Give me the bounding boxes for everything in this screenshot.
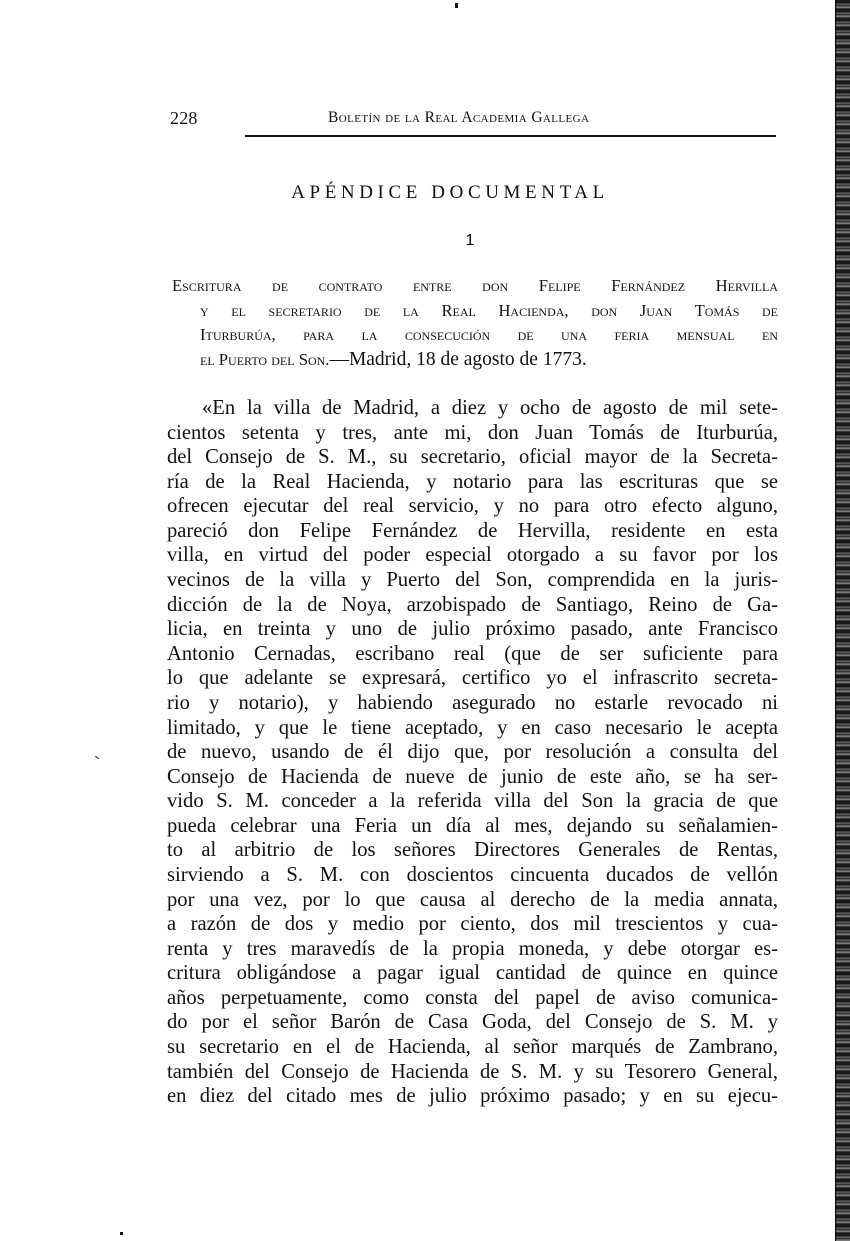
body-line: to al arbitrio de los señores Directores Generales de Rentas, [167,839,778,862]
body-line: por una vez, por lo que causa al derecho de la media annata, [167,888,778,911]
body-line: Antonio Cernadas, escribano real (que de ser suficiente para [167,642,778,665]
body-line: pueda celebrar una Feria un día al mes, dejando su señalamien- [167,814,778,837]
body-line: ofrecen ejecutar del real servicio, y no para otro efecto alguno, [167,495,778,518]
heading-date: —Madrid, 18 de agosto de 1773. [329,349,587,371]
body-line: pareció don Felipe Fernández de Hervilla, residente en esta [167,519,778,542]
running-head [170,106,778,136]
body-line: vecinos de la villa y Puerto del Son, comprendida en la juris- [167,569,778,592]
body-line: ría de la Real Hacienda, y notario para las escrituras que se [167,470,778,493]
body-line: do por el señor Barón de Casa Goda, del Consejo de S. M. y [167,1011,778,1034]
document-heading [172,274,778,373]
heading-line: Escritura de contrato entre don Felipe Fernández Hervilla [172,276,778,295]
body-line: rio y notario), y habiendo asegurado no estarle revocado ni [167,691,778,714]
body-line: renta y tres maravedís de la propia moneda, y debe otorgar es- [167,937,778,960]
body-line: en diez del citado mes de julio próximo pasado; y en su ejecu- [167,1085,778,1108]
body-line: critura obligándose a pagar igual cantidad de quince en quince [167,962,778,985]
body-paragraph [167,396,778,1109]
body-line: sirviendo a S. M. con doscientos cincuenta ducados de vellón [167,863,778,886]
body-line: «En la villa de Madrid, a diez y ocho de agosto de mil sete- [202,397,778,419]
body-line: licia, en treinta y uno de julio próximo pasado, ante Francisco [167,618,778,641]
body-line: su secretario en el de Hacienda, al señor marqués de Zambrano, [167,1036,778,1059]
scan-speck [95,756,99,759]
heading-place: el Puerto del Son. [200,350,330,370]
heading-line-last [172,348,778,373]
page-number: 228 [170,108,198,128]
heading-line: y el secretario de la Real Hacienda, don Juan Tomás de [200,300,778,320]
scan-speck [455,3,458,8]
body-line: cientos setenta y tres, ante mi, don Juan Tomás de Iturburúa, [167,421,778,444]
body-line: dicción de la de Noya, arzobispado de Santiago, Reino de Ga- [167,593,778,616]
body-line: a razón de dos y medio por ciento, dos mil trescientos y cua- [167,913,778,936]
body-line: del Consejo de S. M., su secretario, oficial mayor de la Secreta- [167,446,778,469]
header-rule [245,135,776,137]
body-line: villa, en virtud del poder especial otorgado a su favor por los [167,544,778,567]
section-title: APÉNDICE DOCUMENTAL [291,182,609,203]
body-line: limitado, y que le tiene aceptado, y en caso necesario le acepta [167,716,778,739]
document-number: 1 [465,232,475,249]
scan-speck [120,1232,123,1235]
body-line: de nuevo, usando de él dijo que, por resolución a consulta del [167,741,778,764]
journal-title: Boletín de la Real Academia Gallega [328,109,590,126]
body-line: años perpetuamente, como consta del papel de aviso comunica- [167,986,778,1009]
body-line: también del Consejo de Hacienda de S. M. y su Tesorero General, [167,1060,778,1083]
heading-line: Iturburúa, para la consecución de una feria mensual en [200,325,778,345]
body-line: lo que adelante se expresará, certifico yo el infrascrito secreta- [167,667,778,690]
body-line: Consejo de Hacienda de nueve de junio de este año, se ha ser- [167,765,778,788]
body-line: vido S. M. conceder a la referida villa del Son la gracia de que [167,790,778,813]
